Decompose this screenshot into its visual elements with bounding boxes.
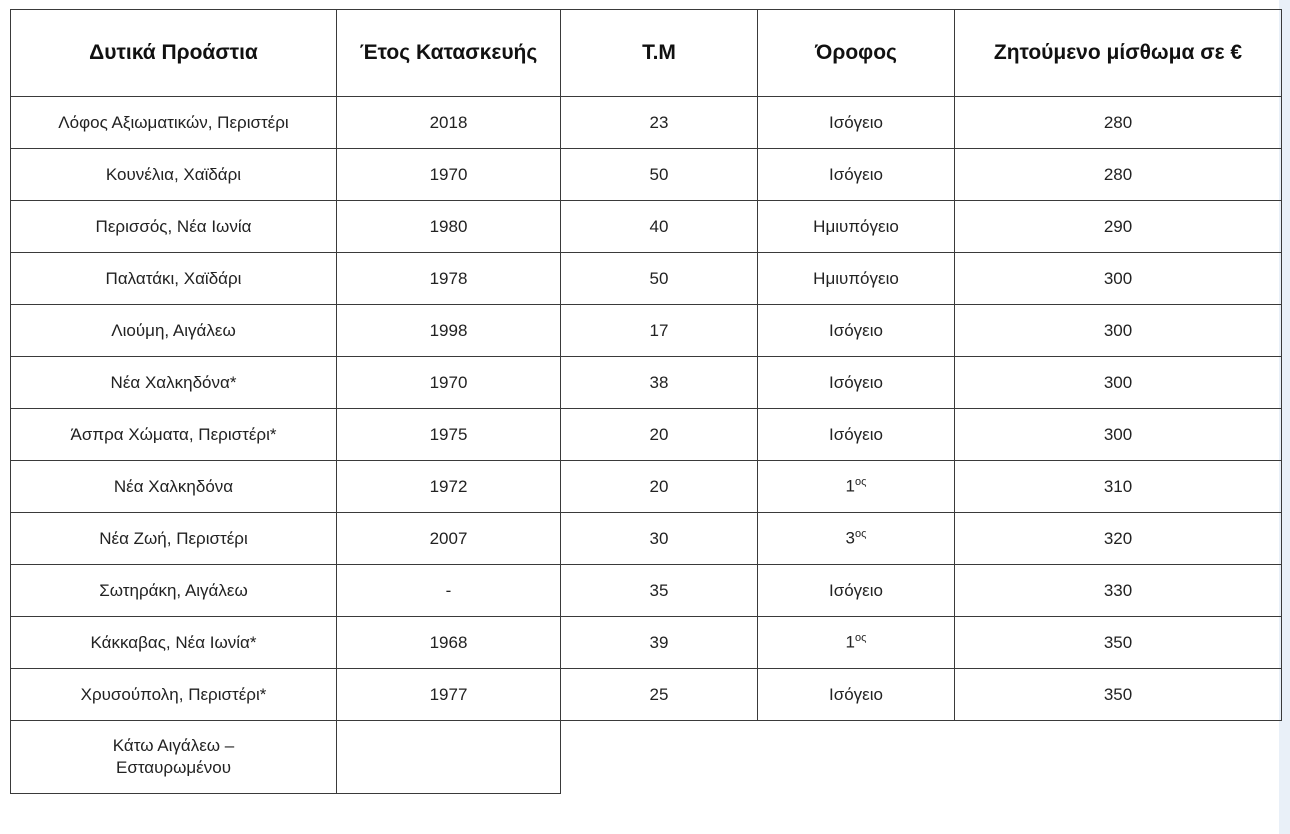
cell-rent: 290 bbox=[955, 201, 1282, 253]
cell-year: 1977 bbox=[337, 669, 561, 721]
cell-floor: Ισόγειο bbox=[758, 409, 955, 461]
cell-rent: 350 bbox=[955, 669, 1282, 721]
table-row bbox=[11, 461, 1282, 513]
header-year: Έτος Κατασκευής bbox=[337, 10, 561, 97]
cell-year: - bbox=[337, 565, 561, 617]
cell-rent: 280 bbox=[955, 149, 1282, 201]
cell-floor: $3^{o\varsigma}$ bbox=[758, 513, 955, 565]
cell-floor: $1^{o\varsigma}$ bbox=[758, 617, 955, 669]
cell-rent: 280 bbox=[955, 97, 1282, 149]
cell-area: Παλατάκι, Χαϊδάρι bbox=[11, 253, 337, 305]
cell-area: Νέα Ζωή, Περιστέρι bbox=[11, 513, 337, 565]
cell-area: Κάκκαβας, Νέα Ιωνία* bbox=[11, 617, 337, 669]
table-row bbox=[11, 97, 1282, 149]
cell-rent: 350 bbox=[955, 617, 1282, 669]
cell-floor: $1^{o\varsigma}$ bbox=[758, 461, 955, 513]
cell-year: 1968 bbox=[337, 617, 561, 669]
cell-area: Νέα Χαλκηδόνα* bbox=[11, 357, 337, 409]
cell-floor: Ισόγειο bbox=[758, 669, 955, 721]
cell-sqm: 30 bbox=[561, 513, 758, 565]
header-sqm: Τ.Μ bbox=[561, 10, 758, 97]
cell-sqm: 35 bbox=[561, 565, 758, 617]
cell-year: 1972 bbox=[337, 461, 561, 513]
cell-rent: 300 bbox=[955, 409, 1282, 461]
cell-sqm: 20 bbox=[561, 409, 758, 461]
cell-area: Λόφος Αξιωματικών, Περιστέρι bbox=[11, 97, 337, 149]
table-row bbox=[11, 253, 1282, 305]
cell-sqm: 38 bbox=[561, 357, 758, 409]
table-row-partial bbox=[11, 721, 1282, 794]
table-header-row bbox=[11, 10, 1282, 97]
header-area: Δυτικά Προάστια bbox=[11, 10, 337, 97]
cell-rent: 300 bbox=[955, 305, 1282, 357]
table-row bbox=[11, 513, 1282, 565]
cell-area: Χρυσούπολη, Περιστέρι* bbox=[11, 669, 337, 721]
cell-sqm: 50 bbox=[561, 149, 758, 201]
cell-sqm: 25 bbox=[561, 669, 758, 721]
cell-year: 2018 bbox=[337, 97, 561, 149]
table-row bbox=[11, 565, 1282, 617]
empty-space bbox=[955, 721, 1282, 794]
cell-area: Περισσός, Νέα Ιωνία bbox=[11, 201, 337, 253]
cell-area: Νέα Χαλκηδόνα bbox=[11, 461, 337, 513]
cell-year: 1980 bbox=[337, 201, 561, 253]
table-row bbox=[11, 305, 1282, 357]
cell-year: 1975 bbox=[337, 409, 561, 461]
cell-year: 1970 bbox=[337, 357, 561, 409]
cell-rent: 310 bbox=[955, 461, 1282, 513]
cell-floor: Ισόγειο bbox=[758, 357, 955, 409]
cell-year: 1978 bbox=[337, 253, 561, 305]
empty-space bbox=[758, 721, 955, 794]
cell-year: 2007 bbox=[337, 513, 561, 565]
table-row bbox=[11, 409, 1282, 461]
cell-year: 1998 bbox=[337, 305, 561, 357]
table-row bbox=[11, 617, 1282, 669]
cell-rent: 300 bbox=[955, 253, 1282, 305]
table-row bbox=[11, 357, 1282, 409]
cell-area: Κάτω Αιγάλεω – Εσταυρωμένου bbox=[11, 721, 337, 794]
cell-area: Λιούμη, Αιγάλεω bbox=[11, 305, 337, 357]
cell-floor: Ημιυπόγειο bbox=[758, 253, 955, 305]
table-body bbox=[11, 97, 1282, 794]
cell-floor: Ισόγειο bbox=[758, 565, 955, 617]
cell-area: Σωτηράκη, Αιγάλεω bbox=[11, 565, 337, 617]
table-row bbox=[11, 149, 1282, 201]
cell-sqm: 23 bbox=[561, 97, 758, 149]
cell-rent: 300 bbox=[955, 357, 1282, 409]
cell-sqm: 20 bbox=[561, 461, 758, 513]
cell-sqm: 17 bbox=[561, 305, 758, 357]
cell-area: Άσπρα Χώματα, Περιστέρι* bbox=[11, 409, 337, 461]
cell-floor: Ισόγειο bbox=[758, 97, 955, 149]
table-row bbox=[11, 669, 1282, 721]
cell-sqm: 50 bbox=[561, 253, 758, 305]
cell-floor: Ισόγειο bbox=[758, 305, 955, 357]
cell-floor: Ημιυπόγειο bbox=[758, 201, 955, 253]
cell-year: 1970 bbox=[337, 149, 561, 201]
cell-rent: 330 bbox=[955, 565, 1282, 617]
table-row bbox=[11, 201, 1282, 253]
cell-area: Κουνέλια, Χαϊδάρι bbox=[11, 149, 337, 201]
header-floor: Όροφος bbox=[758, 10, 955, 97]
empty-space bbox=[561, 721, 758, 794]
cell-year-empty bbox=[337, 721, 561, 794]
cell-floor: Ισόγειο bbox=[758, 149, 955, 201]
rental-table bbox=[10, 9, 1282, 794]
cell-sqm: 39 bbox=[561, 617, 758, 669]
cell-rent: 320 bbox=[955, 513, 1282, 565]
header-rent: Ζητούμενο μίσθωμα σε € bbox=[955, 10, 1282, 97]
cell-sqm: 40 bbox=[561, 201, 758, 253]
